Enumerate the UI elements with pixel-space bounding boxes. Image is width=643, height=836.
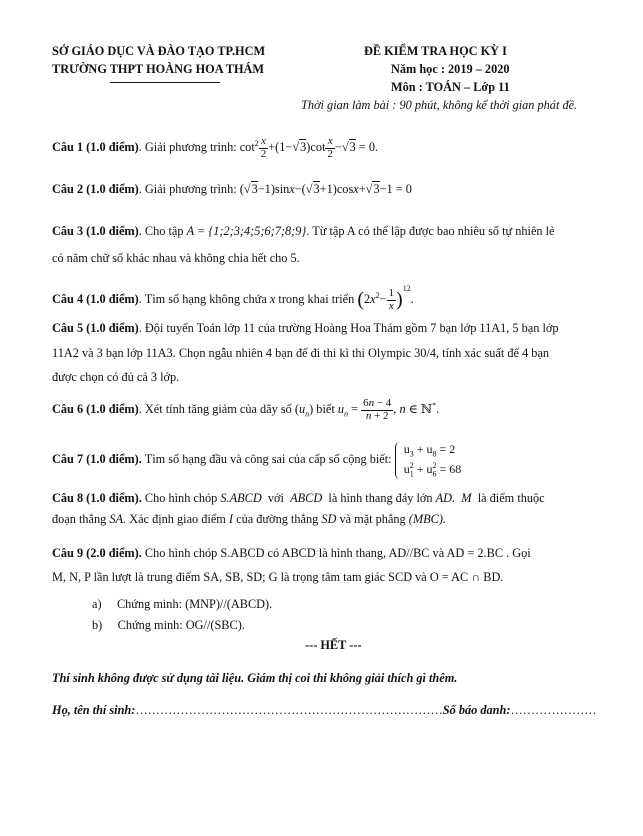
candidate-info (52, 703, 597, 718)
question-4: Câu 4 (1.0 điểm). Tìm số hạng không chứa x trong khai triển ($2x^2-$ $\frac{1}{x}$ )$^{12}$. (52, 284, 414, 312)
question-1: Câu 1 (1.0 điểm). Giải phương trình: $\cot^2$ $\frac{x}{2}$ +(1−√3)cot $\frac{x}{2}$ −√3 = 0. (52, 135, 379, 160)
candidate-id-label: Số báo danh: (442, 703, 511, 717)
question-6: Câu 6 (1.0 điểm). Xét tính tăng giảm của dãy số $(u_n)$ biết $u_n$ = $\frac{6n - 4}{n + 2}$ , n ∈ ℕ*. (52, 397, 440, 422)
question-9-part-b: b) Chứng minh: OG//(SBC). (92, 618, 245, 632)
equation-2: (√3−1)sinx−(√3+1)cosx+√3−1 = 0 (239, 182, 412, 196)
department-name: SỞ GIÁO DỤC VÀ ĐÀO TẠO TP.HCM (52, 44, 266, 58)
school-name: TRƯỜNG THPT HOÀNG HOA THÁM (52, 62, 265, 76)
sequence-formula: $u_n$ = $\frac{6n - 4}{n + 2}$ , n ∈ ℕ*. (337, 397, 440, 422)
question-5-line-2: 11A2 và 3 bạn lớp 11A3. Chọn ngẫu nhiên 4 bạn để đi thi kì thi Olympic 30/4, tính xác suất để 4 bạn (52, 346, 550, 360)
candidate-name-label: Họ, tên thí sinh: (52, 703, 136, 717)
question-5-line-3: được chọn có đủ cả 3 lớp. (52, 370, 180, 384)
subject: Môn : TOÁN – Lớp 11 (391, 80, 510, 94)
question-3: Câu 3 (1.0 điểm). Cho tập A = {1;2;3;4;5;6;7;8;9}. Từ tập A có thể lập được bao nhiêu số tự nhiên lẻ (52, 224, 555, 238)
sequence-symbol: $(u_n)$ (294, 401, 314, 419)
question-8: Câu 8 (1.0 điểm). Cho hình chóp S.ABCD với ABCD là hình thang đáy lớn AD. M là điểm thuộc (52, 491, 545, 505)
question-9-line-2: M, N, P lần lượt là trung điểm SA, SB, SD; G là trọng tâm tam giác SCD và O = AC ∩ BD. (52, 570, 504, 584)
question-2: Câu 2 (1.0 điểm). Giải phương trình: (√3−1)sinx−(√3+1)cosx+√3−1 = 0 (52, 182, 412, 196)
set-a: A = {1;2;3;4;5;6;7;8;9} (186, 224, 307, 238)
question-8-line-2: đoạn thẳng SA. Xác định giao điểm I của đường thẳng SD và mặt phẳng (MBC). (52, 512, 447, 526)
question-9-part-a: a) Chứng minh: (MNP)//(ABCD). (92, 597, 273, 611)
question-5: Câu 5 (1.0 điểm). Đội tuyển Toán lớp 11 của trường Hoàng Hoa Thám gồm 7 bạn lớp 11A1, 5 bạn lớp (52, 321, 559, 335)
notice: Thí sinh không được sử dụng tài liệu. Giám thị coi thi không giải thích gì thêm. (52, 671, 458, 685)
end-mark: --- HẾT --- (305, 638, 362, 652)
equation-system: $u_3 + u_8 = 2$ $u_1^2 + u_6^2 = 68$ (395, 440, 462, 481)
candidate-id-field[interactable]: ………………… (510, 703, 597, 717)
exam-time: Thời gian làm bài : 90 phút, không kể thời gian phát đề. (301, 98, 578, 112)
exam-title: ĐỀ KIỂM TRA HỌC KỲ I (364, 44, 507, 58)
equation-1: $\cot^2$ $\frac{x}{2}$ +(1−√3)cot $\frac{x}{2}$ −√3 = 0. (239, 135, 379, 160)
school-underline (110, 82, 220, 83)
question-3-line-2: có năm chữ số khác nhau và không chia hết cho 5. (52, 251, 300, 265)
candidate-name-field[interactable]: ………………………………………………………………… (135, 703, 443, 717)
school-year: Năm học : 2019 – 2020 (391, 62, 510, 76)
question-7: Câu 7 (1.0 điểm). Tìm số hạng đầu và công sai của cấp số cộng biết: $u_3 + u_8 = 2$ $u_1^2 + u_6^2 = 68$ (52, 442, 462, 479)
expansion-expression: ($2x^2-$ $\frac{1}{x}$ )$^{12}$. (357, 284, 414, 312)
question-9: Câu 9 (2.0 điểm). Cho hình chóp S.ABCD có ABCD là hình thang, AD//BC và AD = 2.BC . Gọi (52, 546, 531, 560)
